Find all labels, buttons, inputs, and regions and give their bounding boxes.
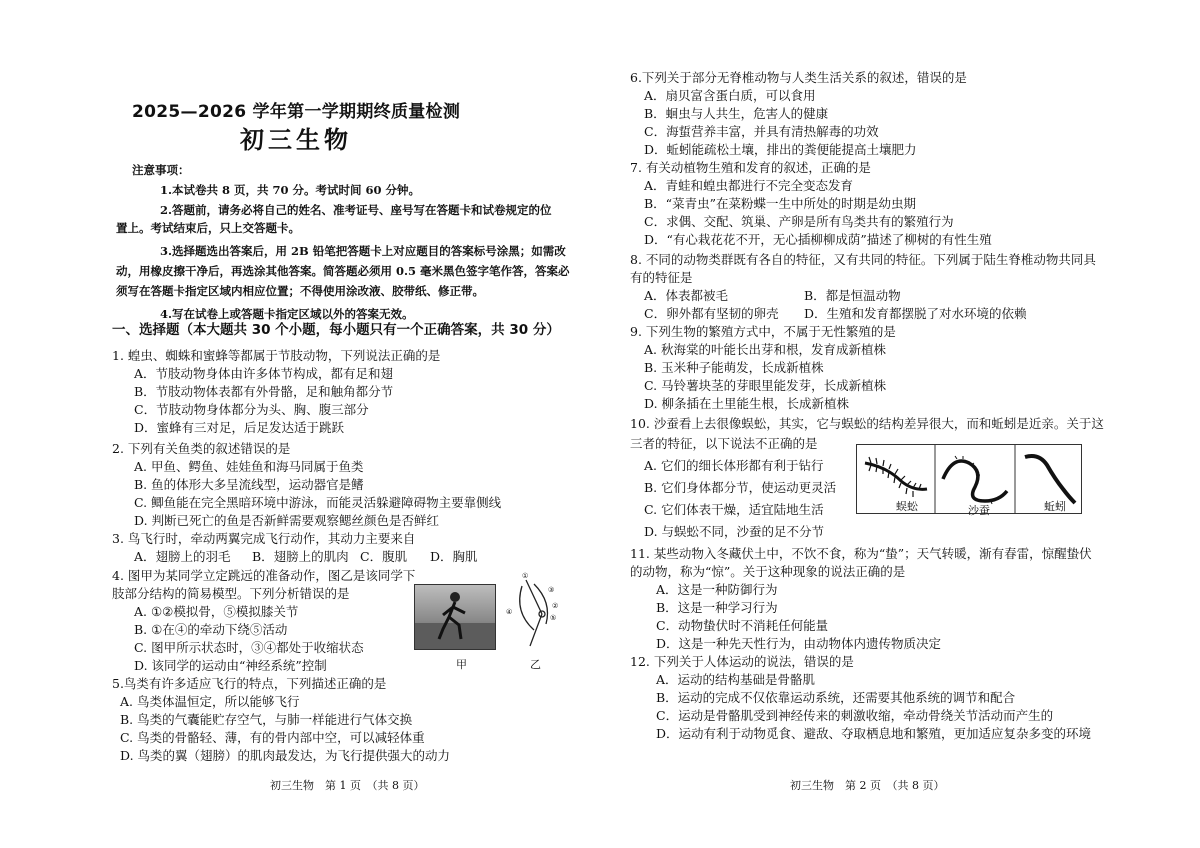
- notice-line: 4.写在试卷上或答题卡指定区域以外的答案无效。: [160, 307, 414, 321]
- option: B．翅膀上的肌肉: [252, 549, 349, 564]
- option: C. 鲫鱼能在完全黑暗环境中游泳，而能灵活躲避障碍物主要靠侧线: [134, 495, 502, 510]
- option: C．动物蛰伏时不消耗任何能量: [656, 618, 829, 633]
- athlete-figure-icon: [415, 585, 495, 649]
- option: D. 柳条插在土里能生根，长成新植株: [644, 396, 850, 411]
- option: D．蚯蚓能疏松土壤，排出的粪便能提高土壤肥力: [644, 142, 917, 157]
- option: A．扇贝富含蛋白质，可以食用: [644, 88, 816, 103]
- question-3: 3. 鸟飞行时，牵动两翼完成飞行动作，其动力主要来自: [112, 531, 416, 546]
- option: A．运动的结构基础是骨骼肌: [656, 672, 816, 687]
- exam-title: 2025—2026 学年第一学期期终质量检测: [132, 102, 461, 122]
- model-mark: ②: [552, 602, 559, 610]
- question-10-cont: 三者的特征，以下说法不正确的是: [630, 436, 818, 451]
- centipede-label: 蜈蚣: [896, 500, 918, 513]
- model-mark: ④: [506, 608, 513, 616]
- option: B．节肢动物体表都有外骨骼，足和触角都分节: [134, 384, 394, 399]
- notice-line: 1.本试卷共 8 页，共 70 分。考试时间 60 分钟。: [160, 183, 421, 197]
- notice-heading: 注意事项：: [132, 163, 190, 177]
- option: A. 秋海棠的叶能长出芽和根，发育成新植株: [644, 342, 886, 357]
- option: B. 鱼的体形大多呈流线型，运动器官是鳍: [134, 477, 364, 492]
- page-2: [600, 0, 1200, 848]
- option: A．体表都被毛: [644, 288, 729, 303]
- ragworm-icon: [943, 456, 1007, 504]
- page-footer: 初三生物 第 2 页 （共 8 页）: [790, 779, 945, 792]
- option: C．求偶、交配、筑巢、产卵是所有鸟类共有的繁殖行为: [644, 214, 954, 229]
- question-5: 5.鸟类有许多适应飞行的特点，下列描述正确的是: [112, 676, 387, 691]
- option: D. 与蜈蚣不同，沙蚕的足不分节: [644, 524, 825, 539]
- centipede-icon: [865, 457, 927, 497]
- figure-jia-photo: [414, 584, 496, 650]
- option: B．“菜青虫”在菜粉蝶一生中所处的时期是幼虫期: [644, 196, 916, 211]
- option: B．都是恒温动物: [804, 288, 901, 303]
- option: C. 马铃薯块茎的芽眼里能发芽，长成新植株: [644, 378, 887, 393]
- question-4-cont: 肢部分结构的简易模型。下列分析错误的是: [112, 586, 350, 601]
- option: D. 鸟类的翼（翅膀）的肌肉最发达，为飞行提供强大的动力: [120, 748, 451, 763]
- question-8: 8. 不同的动物类群既有各自的特征，又有共同的特征。下列属于陆生脊椎动物共同具: [630, 252, 1096, 267]
- option: C. 鸟类的骨骼轻、薄，有的骨内部中空，可以减轻体重: [120, 730, 425, 745]
- option: C．海蜇营养丰富，并具有清热解毒的功效: [644, 124, 879, 139]
- figure-yi-leg-model: [504, 572, 564, 654]
- page-footer: 初三生物 第 1 页 （共 8 页）: [270, 779, 425, 792]
- section-heading: 一、选择题（本大题共 30 个小题，每小题只有一个正确答案，共 30 分）: [112, 322, 560, 338]
- question-11: 11. 某些动物入冬藏伏土中，不饮不食，称为“蛰”；天气转暖，渐有春雷，惊醒蛰伏: [630, 546, 1092, 561]
- option: C. 它们体表干燥，适宜陆地生活: [644, 502, 824, 517]
- question-8-cont: 有的特征是: [630, 270, 693, 285]
- option: A．节肢动物身体由许多体节构成，都有足和翅: [134, 366, 394, 381]
- notice-line: 2.答题前，请务必将自己的姓名、准考证号、座号写在答题卡和试卷规定的位: [160, 203, 552, 217]
- option: A．青蛙和蝗虫都进行不完全变态发育: [644, 178, 854, 193]
- option: D．“有心栽花花不开，无心插柳柳成荫”描述了柳树的有性生殖: [644, 232, 992, 247]
- option: B. 鸟类的气囊能贮存空气，与肺一样能进行气体交换: [120, 712, 413, 727]
- figure-yi-label: 乙: [530, 658, 541, 671]
- option: D．生殖和发育都摆脱了对水环境的依赖: [804, 306, 1027, 321]
- exam-subject: 初三生物: [240, 126, 352, 154]
- model-mark: ③: [548, 586, 555, 594]
- question-1: 1. 蝗虫、蜘蛛和蜜蜂等都属于节肢动物，下列说法正确的是: [112, 348, 441, 363]
- option: A．这是一种防御行为: [656, 582, 778, 597]
- notice-line: 3.选择题选出答案后，用 2B 铅笔把答题卡上对应题目的答案标号涂黑；如需改: [160, 244, 566, 258]
- option: B．蛔虫与人共生，危害人的健康: [644, 106, 829, 121]
- ragworm-label: 沙蚕: [968, 504, 990, 517]
- question-2: 2. 下列有关鱼类的叙述错误的是: [112, 441, 291, 456]
- option: D. 该同学的运动由“神经系统”控制: [134, 658, 327, 673]
- option: B．运动的完成不仅依靠运动系统，还需要其他系统的调节和配合: [656, 690, 1016, 705]
- notice-line: 须写在答题卡指定区域内相应位置；不得使用涂改液、胶带纸、修正带。: [116, 284, 484, 298]
- earthworm-icon: [1025, 456, 1075, 503]
- question-6: 6.下列关于部分无脊椎动物与人类生活关系的叙述，错误的是: [630, 70, 967, 85]
- question-9: 9. 下列生物的繁殖方式中，不属于无性繁殖的是: [630, 324, 896, 339]
- option: C．卵外都有坚韧的卵壳: [644, 306, 779, 321]
- option: B. ①在④的牵动下绕⑤活动: [134, 622, 288, 637]
- notice-line: 置上。考试结束后，只上交答题卡。: [116, 221, 300, 235]
- option: D．这是一种先天性行为，由动物体内遗传物质决定: [656, 636, 942, 651]
- option: C. 图甲所示状态时，③④都处于收缩状态: [134, 640, 364, 655]
- question-10: 10. 沙蚕看上去很像蜈蚣，其实，它与蜈蚣的结构差异很大，而和蚯蚓是近亲。关于这: [630, 416, 1104, 431]
- option: A. ①②模拟骨，⑤模拟膝关节: [134, 604, 299, 619]
- model-mark: ①: [522, 572, 529, 580]
- option: C．运动是骨骼肌受到神经传来的刺激收缩，牵动骨绕关节活动而产生的: [656, 708, 1054, 723]
- model-mark: ⑤: [550, 614, 557, 622]
- option: C．腹肌: [360, 549, 408, 564]
- question-4: 4. 图甲为某同学立定跳远的准备动作，图乙是该同学下: [112, 568, 416, 583]
- option: D．胸肌: [430, 549, 478, 564]
- option: A. 它们的细长体形都有利于钻行: [644, 458, 824, 473]
- earthworm-label: 蚯蚓: [1044, 500, 1066, 513]
- option: D. 判断已死亡的鱼是否新鲜需要观察鳃丝颜色是否鲜红: [134, 513, 440, 528]
- option: D．运动有利于动物觅食、避敌、夺取栖息地和繁殖，更加适应复杂多变的环境: [656, 726, 1092, 741]
- option: B. 玉米种子能萌发，长成新植株: [644, 360, 824, 375]
- question-12: 12. 下列关于人体运动的说法，错误的是: [630, 654, 854, 669]
- option: D．蜜蜂有三对足，后足发达适于跳跃: [134, 420, 345, 435]
- option: A. 甲鱼、鳄鱼、娃娃鱼和海马同属于鱼类: [134, 459, 364, 474]
- option: B. 它们身体都分节，使运动更灵活: [644, 480, 837, 495]
- option: B．这是一种学习行为: [656, 600, 778, 615]
- question-11-cont: 的动物，称为“惊”。关于这种现象的说法正确的是: [630, 564, 906, 579]
- option: C．节肢动物身体都分为头、胸、腹三部分: [134, 402, 369, 417]
- notice-line: 动，用橡皮擦干净后，再选涂其他答案。简答题必须用 0.5 毫米黑色签字笔作答，答案必: [116, 264, 570, 278]
- question-7: 7. 有关动植物生殖和发育的叙述，正确的是: [630, 160, 871, 175]
- option: A．翅膀上的羽毛: [134, 549, 231, 564]
- option: A. 鸟类体温恒定，所以能够飞行: [120, 694, 300, 709]
- figure-jia-label: 甲: [456, 658, 467, 671]
